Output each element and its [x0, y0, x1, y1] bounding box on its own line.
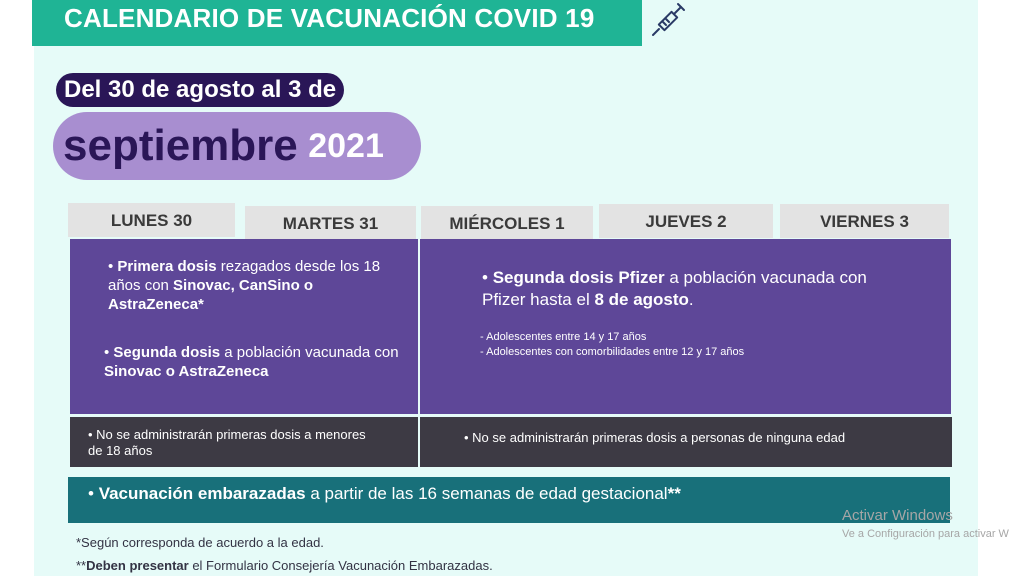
day-header-monday: LUNES 30	[68, 203, 235, 237]
date-month: septiembre	[63, 121, 298, 170]
syringe-icon	[648, 2, 686, 40]
left-note: • No se administrarán primeras dosis a menores de 18 años	[88, 427, 366, 458]
second-dose-item: • Segunda dosis a población vacunada con Sinovac o AstraZeneca	[104, 344, 399, 380]
footnote-1: *Según corresponda de acuerdo a la edad.	[76, 535, 324, 550]
date-range-line2	[53, 112, 421, 180]
left-schedule-block	[70, 239, 418, 414]
day-header-thursday: JUEVES 2	[599, 204, 773, 238]
adolescents-item-1: - Adolescentes entre 14 y 17 años	[480, 331, 647, 343]
page-title: CALENDARIO DE VACUNACIÓN COVID 19	[32, 0, 642, 46]
adolescents-list	[480, 330, 900, 360]
left-note-block	[70, 417, 418, 467]
right-note-block	[420, 417, 952, 467]
activation-watermark-title: Activar Windows	[842, 507, 953, 524]
adolescents-item-2: - Adolescentes con comorbilidades entre 12 y 17 años	[480, 346, 745, 358]
day-header-tuesday: MARTES 31	[245, 206, 416, 240]
day-header-wednesday: MIÉRCOLES 1	[421, 206, 593, 240]
day-header-friday: VIERNES 3	[780, 204, 949, 238]
pregnant-vaccination-bar: • Vacunación embarazadas a partir de las 16 semanas de edad gestacional**	[68, 477, 950, 523]
pfizer-second-dose-item: • Segunda dosis Pfizer a población vacunada con Pfizer hasta el 8 de agosto.	[482, 268, 867, 309]
footnote-2: **Deben presentar el Formulario Consejería Vacunación Embarazadas.	[76, 558, 493, 573]
right-note: • No se administrarán primeras dosis a personas de ninguna edad	[464, 430, 846, 445]
right-schedule-block	[420, 239, 951, 414]
date-range-line1: Del 30 de agosto al 3 de	[56, 73, 344, 107]
activation-watermark-subtitle: Ve a Configuración para activar W	[842, 528, 1009, 540]
first-dose-item: • Primera dosis rezagados desde los 18 años con Sinovac, CanSino o AstraZeneca*	[108, 258, 381, 313]
date-year: 2021	[308, 127, 384, 165]
